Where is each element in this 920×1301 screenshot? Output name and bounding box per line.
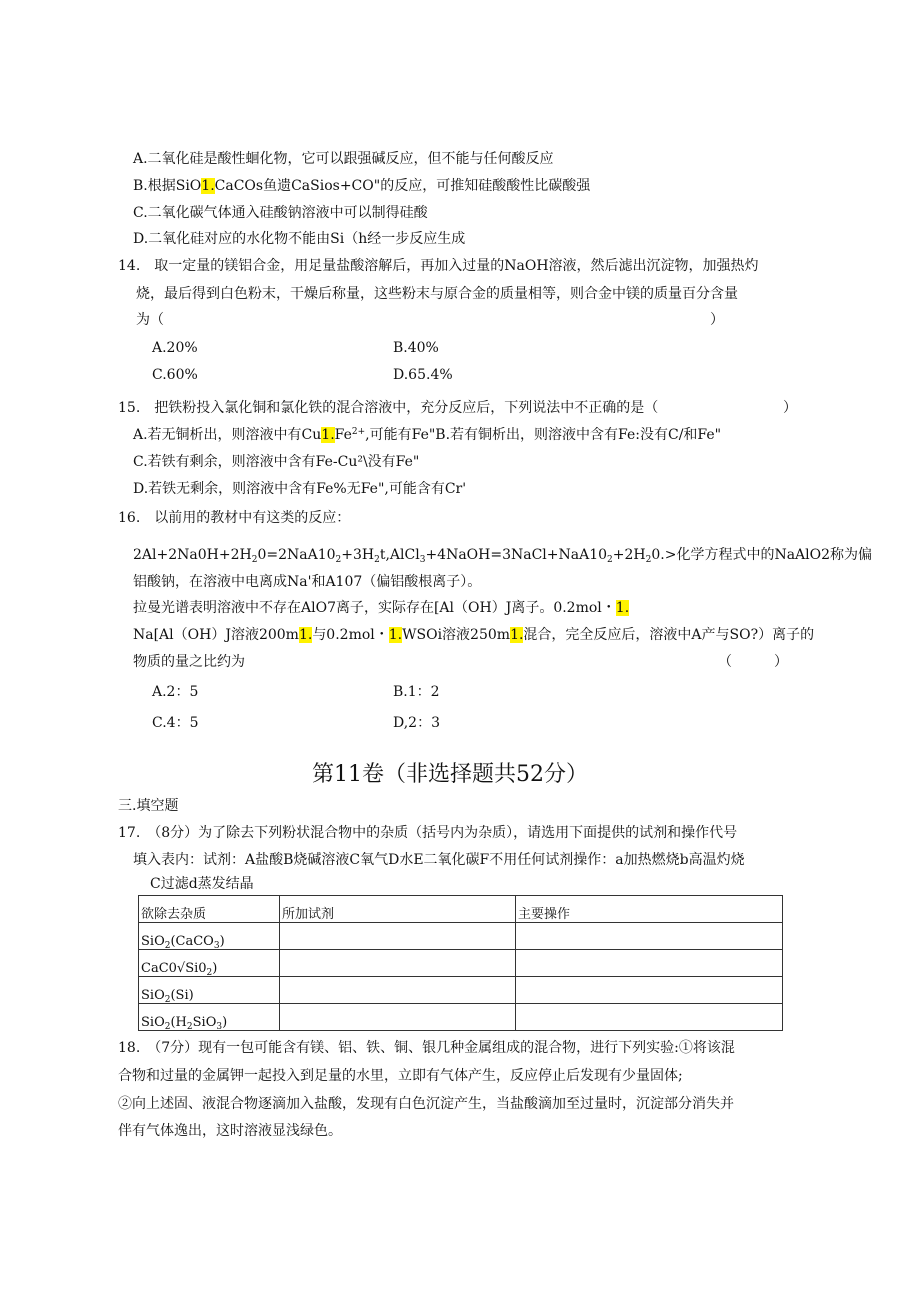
q16-option-b: B.1：2 <box>393 684 440 700</box>
q18-stem-line3: ②向上述固、液混合物逐滴加入盐酸，发现有白色沉淀产生，当盐酸滴加至过量时，沉淀部分消失并 <box>118 1096 734 1112</box>
q16-answer-paren: （ ） <box>718 654 788 670</box>
q15-answer-paren: ） <box>783 400 797 416</box>
q13-option-a: A.二氧化硅是酸性蛔化物，它可以跟强碱反应，但不能与任何酸反应 <box>133 151 554 167</box>
table-header-reagent: 所加试剂 <box>280 896 516 923</box>
q16-line5: 物质的量之比约为 <box>133 654 245 670</box>
q15-option-c: C.若铁有剩余，则溶液中含有Fe-Cu²\没有Fe" <box>133 454 420 470</box>
q14-option-d: D.65.4% <box>393 367 453 383</box>
q13-option-b: B.根据SiO1.CaCOs鱼遗CaSios+CO"的反应，可推知硅酸酸性比碳酸强 <box>133 178 591 194</box>
reagent-answer-cell[interactable] <box>280 923 516 950</box>
q18-stem-line4: 伴有气体逸出，这时溶液显浅绿色。 <box>118 1123 342 1139</box>
impurity-cell: SiO$_2$(CaCO$_3$) <box>139 923 280 950</box>
highlight-mark: 1. <box>201 178 215 194</box>
table-row <box>139 977 783 1004</box>
q17-stem-line3: C过滤d蒸发结晶 <box>150 876 254 892</box>
q18-stem-line2: 合物和过量的金属钾一起投入到足量的水里，立即有气体产生，反应停止后发现有少量固体; <box>118 1068 683 1084</box>
table-header-row <box>139 896 783 923</box>
reagent-answer-cell[interactable] <box>280 1004 516 1031</box>
highlight-mark: 1. <box>510 627 524 643</box>
q15-option-ab: A.若无铜析出，则溶液中有$Cu1.Fe^{2+}$,可能有Fe"B.若有铜析出，则溶液中含有Fe:没有C/和Fe" <box>133 427 722 443</box>
q14-option-a: A.20% <box>152 340 198 356</box>
q16-option-d: D,2：3 <box>393 715 440 731</box>
q14-stem-line1: 14. 取一定量的镁铝合金，用足量盐酸溶解后，再加入过量的NaOH溶液，然后滤出沉淀物，加强热灼 <box>118 258 759 274</box>
table-header-impurity: 欲除去杂质 <box>139 896 280 923</box>
q16-stem: 16. 以前用的教材中有这类的反应： <box>118 510 351 526</box>
highlight-mark: 1. <box>615 600 630 616</box>
q13-option-d: D.二氧化硅对应的水化物不能由Si（h经一步反应生成 <box>133 231 466 247</box>
q14-answer-paren: ） <box>710 312 724 328</box>
q15-stem: 15. 把铁粉投入氯化铜和氯化铁的混合溶液中，充分反应后，下列说法中不正确的是（ <box>118 400 659 416</box>
q15-option-d: D.若铁无剩余，则溶液中含有Fe%无Fe",可能含有Cr' <box>133 481 467 497</box>
q14-option-c: C.60% <box>152 367 198 383</box>
operation-answer-cell[interactable] <box>516 950 783 977</box>
impurity-table <box>138 895 783 1031</box>
q14-stem-line3: 为（ <box>136 312 164 328</box>
table-row <box>139 923 783 950</box>
highlight-mark: 1. <box>321 427 335 443</box>
table-row <box>139 950 783 977</box>
table-header-operation: 主要操作 <box>516 896 783 923</box>
q16-line2: 铝酸钠，在溶液中电离成Na'和A107（偏铝酸根离子）。 <box>133 574 482 590</box>
q18-stem-line1: 18. （7分）现有一包可能含有镁、铝、铁、铜、银几种金属组成的混合物，进行下列实验:①将该混 <box>118 1040 735 1056</box>
table-row <box>139 1004 783 1031</box>
reagent-answer-cell[interactable] <box>280 977 516 1004</box>
highlight-mark: 1. <box>388 627 403 643</box>
q14-stem-line2: 烧，最后得到白色粉末，干燥后称量，这些粉末与原合金的质量相等，则合金中镁的质量百分含量 <box>136 286 738 302</box>
reagent-answer-cell[interactable] <box>280 950 516 977</box>
impurity-cell: $SiO_2(H_2SiO_3)$ <box>139 1004 280 1031</box>
q17-stem-line1: 17. （8分）为了除去下列粉状混合物中的杂质（括号内为杂质），请选用下面提供的试剂和操作代号 <box>118 825 738 841</box>
operation-answer-cell[interactable] <box>516 1004 783 1031</box>
q16-option-c: C.4：5 <box>152 715 199 731</box>
q17-stem-line2: 填入表内：试剂：A盐酸B烧碱溶液C氧气D水E二氧化碳F不用任何试剂操作：a加热燃烧b高温灼烧 <box>133 852 745 868</box>
q16-line3: 拉曼光谱表明溶液中不存在AlO7离子，实际存在[Al（OH）J离子。0.2mol・1. <box>133 600 630 616</box>
q16-line4: Na[Al（OH）J溶液200m1.与0.2mol・1.WSOi溶液250m1.混合，完全反应后，溶液中A产与SO?）离子的 <box>133 627 815 643</box>
impurity-cell: SiO$_2$(Si) <box>139 977 280 1004</box>
highlight-mark: 1. <box>298 627 313 643</box>
q14-option-b: B.40% <box>393 340 439 356</box>
q16-option-a: A.2：5 <box>152 684 199 700</box>
impurity-cell: $CaC0√Si0_2$) <box>139 950 280 977</box>
operation-answer-cell[interactable] <box>516 923 783 950</box>
operation-answer-cell[interactable] <box>516 977 783 1004</box>
q16-equation: $2Al+2Na0H+2H_20=2NaA10_2+3H_2t,AlCl_3+4NaOH=3NaCl+NaA10_2+2H_20.>$化学方程式中的NaAlO2称为偏 <box>133 547 873 565</box>
section-fill-in-heading: 三.填空题 <box>118 798 179 814</box>
section-title: 第11卷（非选择题共52分） <box>312 762 588 787</box>
q13-option-c: C.二氧化碳气体通入硅酸钠溶液中可以制得硅酸 <box>133 205 428 221</box>
